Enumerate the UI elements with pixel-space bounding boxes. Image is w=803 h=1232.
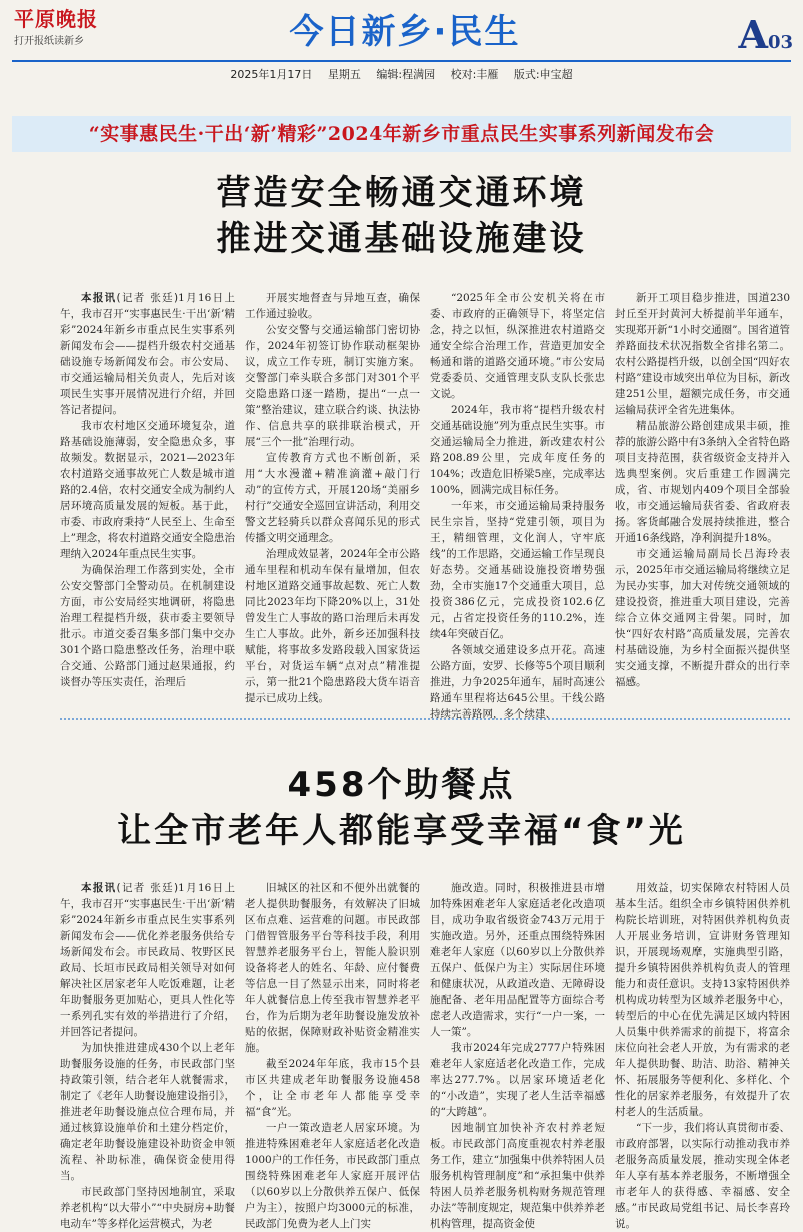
article2-headline-line1: 458个助餐点 — [287, 765, 516, 805]
paragraph — [245, 322, 420, 450]
paragraph-text: 因地制宜加快补齐农村养老短板。市民政部门高度重视农村养老服务工作，建立“加强集中供养特困人员服务机构管理制度”和“承担集中供养特困人员养老服务机构财务规范管理办法”等制度规定，规范集中供养养老机构管理，提高资金使 — [430, 1122, 605, 1230]
paragraph-text: 1月16日上午，我市召开“实事惠民生·干出‘新’精彩”2024年新乡市重点民生实事系列新闻发布会——优化养老服务供给专场新闻发布会。市民政局、牧野区民政局、长垣市民政局相关领导对如何解决社区居家老年人吃饭难题，让老年助餐服务更加贴心，更具人性化等一系列孔实有效的举措进行了介绍，并回答记者提问。 — [60, 882, 236, 1038]
paragraph — [615, 546, 790, 690]
paragraph-text: 治理成效显著，2024年全市公路通车里程和机动车保有量增加，但农村地区道路交通事故起数、死亡人数同比2023年均下降20%以上，31处曾发生亡人事故的路口治理后未再发生亡人事故。此外，新乡还加强科技赋能，将事故多发路段载入国家货运平台，对货运车辆“点对点”精准提示，第一批21个隐患路段大货车语音提示已成功上线。 — [245, 548, 420, 704]
article2-col4 — [615, 880, 790, 1230]
article2-col1 — [60, 880, 236, 1230]
paragraph-text: 精品旅游公路创建成果丰硕，推荐的旅游公路中有3条纳入全省特色路项目支持范围，获省级资金支持并入选典型案例。灾后重建工作圆满完成，省、市规划内409个项目全部验收，市交通运输局获省委、省政府表扬。客货邮融合发展持续推进，整合开通16条线路，净利润提升18%。 — [615, 420, 790, 544]
paragraph — [60, 418, 235, 562]
paragraph-text: 用效益，切实保障农村特困人员基本生活。组织全市乡镇特困供养机构院长培训班，对特困供养机构负责人开展业务培训，宣讲财务管理知识，开展现场观摩，实施典型引路，提升乡镇特困供养机构负责人的管理能力和责任意识。支持13家特困供养机构成功转型为区域养老服务中心，转型后的中心在优先满足区域内特困人员集中供养需求的前提下，将富余床位向社会老人开放，为有需求的老年人提供助餐、助洁、助浴、精神关怀、拓展服务等便利化、多样化、个性化的居家养老服务，有效提升了农村老人的生活质量。 — [615, 882, 790, 1118]
article2-body — [60, 880, 790, 1230]
paragraph-text: 公安交警与交通运输部门密切协作，2024年初签订协作联动框架协议，成立工作专班，制订实施方案。交警部门牵头联合多部门对301个平交隐患路口逐一踏勘，提出“一点一策”整治建议，建立联合约谈、执法协作、信息共享的联排联治模式，开展“三个一批”治理行动。 — [245, 324, 420, 448]
paragraph-text: 市民政部门坚持因地制宜，采取养老机构“以大带小”“中央厨房+助餐电动车”等多样化运营模式，为老 — [60, 1186, 235, 1230]
paragraph-text: 各领域交通建设多点开花。高速公路方面，安罗、长修等5个项目顺利推进，力争2025年通车，届时高速公路通车里程将达645公里。干线公路持续完善路网，多个续建、 — [430, 644, 605, 720]
editor-credit: 编辑:程满园 — [376, 68, 436, 81]
article2-headline-line2: 让全市老年人都能享受幸福“食”光 — [117, 811, 686, 851]
paragraph — [615, 1120, 790, 1232]
paragraph-text: 为加快推进建成430个以上老年助餐服务设施的任务，市民政部门坚持政策引领，结合老年人就餐需求，制定了《老年人助餐设施建设指引》，推进老年助餐设施点位合理布局，并通过核算设施单价和土建分档定价，确定老年助餐设施建设补助资金申领流程、补助标准，确保资金使用得当。 — [60, 1042, 235, 1182]
paragraph-text: 1月16日上午，我市召开“实事惠民生·干出‘新’精彩”2024年新乡市重点民生实事系列新闻发布会——提档升级农村交通基础设施专场新闻发布会。市公安局、市交通运输局相关负责人，先后对该项民生实事开展情况进行介绍，并回答记者提问。 — [60, 292, 236, 416]
paragraph-text: “下一步，我们将认真贯彻市委、市政府部署，以实际行动推动我市养老服务高质量发展，推动实现全体老年人享有基本养老服务，不断增强全市老年人的获得感、幸福感、安全感。”市民政局党组书记、局长李喜玲说。 — [615, 1122, 790, 1230]
paragraph — [430, 402, 605, 498]
paragraph — [60, 562, 235, 690]
paragraph — [60, 1184, 235, 1232]
paragraph — [430, 498, 605, 642]
logo-subtitle: 打开报纸读新乡 — [14, 36, 84, 47]
page-letter: A — [738, 12, 768, 57]
paragraph — [245, 880, 420, 1056]
paragraph-text: 宣传教育方式也不断创新，采用“大水漫灌+精准滴灌+敲门行动”的宣传方式，开展120场“美丽乡村行”交通安全巡回宣讲活动，利用交警文艺轻骑兵以群众喜闻乐见的形式传播文明交通理念。 — [245, 452, 420, 544]
paragraph-text: 一年来，市交通运输局秉持服务民生宗旨，坚持“党建引领，项目为王，精细管理，文化润人，守牢底线”的工作思路，交通运输工作呈现良好态势。交通基础设施投资增势强劲，全市实施17个交通重大项目，总投资386亿元，完成投资102.6亿元，占省定投资任务的110.2%，连续4年突破百亿。 — [430, 500, 605, 640]
article1-col3 — [430, 290, 605, 720]
paragraph — [430, 290, 605, 402]
article1-col1 — [60, 290, 235, 710]
paragraph — [245, 450, 420, 546]
layout-credit: 版式:申宝超 — [513, 68, 573, 81]
paragraph — [245, 546, 420, 706]
article1-headline-line2: 推进交通基础设施建设 — [216, 219, 587, 259]
paragraph-text: 新开工项目稳步推进，国道230封丘至开封黄河大桥提前半年通车，实现郑开新“1小时交通圈”。国省道管养路面技术状况指数全省排名第二。农村公路提档升级，以创全国“四好农村路”建设市域突出单位为目标，新改建251公里，超额完成任务，市交通运输局获评全省先进集体。 — [615, 292, 790, 416]
article1-headline-line1: 营造安全畅通交通环境 — [216, 173, 587, 213]
issue-date: 2025年1月17日 — [230, 68, 313, 81]
paragraph — [60, 290, 235, 418]
article2-headline — [0, 762, 803, 854]
byline: (记者 张廷) — [116, 292, 179, 304]
dateline-lead: 本报讯 — [81, 292, 117, 304]
paragraph — [245, 1120, 420, 1232]
paragraph-text: 市交通运输局副局长吕海玲表示，2025年市交通运输局将继续立足为民办实事，加大对传统交通领域的建设投资，推进重大项目建设，完善综合立体交通网主骨架。同时，加快“四好农村路”高质量发展，完善农村基础设施，为乡村全面振兴提供坚实交通支撑，不断提升群众的出行幸福感。 — [615, 548, 790, 688]
paragraph-text: 我市2024年完成2777户特殊困难老年人家庭适老化改造工作，完成率达277.7%。以居家环境适老化的“小改造”，实现了老人生活幸福感的“大跨越”。 — [430, 1042, 605, 1118]
paragraph-text: 我市农村地区交通环境复杂，道路基础设施薄弱，安全隐患众多，事故频发。数据显示，2021—2023年农村道路交通事故死亡人数是城市道路的2.4倍，农村交通安全成为制约人居环境高质量发展的短板。基于此，市委、市政府秉持“人民至上、生命至上”理念，将农村道路交通安全隐患治理纳入2024年重点民生实事。 — [60, 420, 235, 560]
masthead — [0, 0, 803, 92]
paragraph — [60, 880, 235, 1040]
page-digits: 03 — [767, 32, 793, 53]
paragraph-text: “2025年全市公安机关将在市委、市政府的正确领导下，将坚定信念，持之以恒，纵深推进农村道路交通安全综合治理工作，营造更加安全畅通和谐的道路交通环境。”市公安局党委委员、交通管理支队支队长张忠文说。 — [430, 292, 605, 400]
paragraph — [245, 290, 420, 322]
section-title: 今日新乡·民生 — [289, 12, 521, 52]
paragraph — [615, 880, 790, 1120]
paragraph — [245, 1056, 420, 1120]
paragraph — [615, 418, 790, 546]
page-number — [738, 12, 793, 57]
issue-weekday: 星期五 — [327, 68, 361, 81]
paragraph — [60, 1040, 235, 1184]
paragraph-text: 施改造。同时，积极推进县市增加特殊困难老年人家庭适老化改造项目，成功争取省级资金743万元用于实施改造。另外，还重点围绕特殊困难老年人家庭（以60岁以上分散供养五保户、低保户为主）实际居住环境和健康状况，从政道改造、无障碍设施配备、老年用品配置等方面综合考虑老人改造需求，实行“一户一案，一人一策”。 — [430, 882, 605, 1038]
article1-col2 — [245, 290, 420, 710]
byline: (记者 张廷) — [116, 882, 179, 894]
paragraph-text: 为确保治理工作落到实处，全市公安交警部门全警动员。在机制建设方面，市公安局经实地调研，将隐患治理工程提档升级，获市委主要领导批示。市道交委召集多部门集中交办301个路口隐患整改任务，治理中联合交通、公路部门通过赵果通报，约谈督办等压实责任，治理后 — [60, 564, 235, 688]
paragraph — [430, 1120, 605, 1232]
article1-body — [60, 290, 790, 720]
series-banner: “实事惠民生·干出‘新’精彩”2024年新乡市重点民生实事系列新闻发布会 — [12, 116, 791, 152]
article-divider — [60, 718, 790, 720]
dateline-lead: 本报讯 — [81, 882, 117, 894]
paragraph-text: 一户一策改造老人居家环境。为推进特殊困难老年人家庭适老化改造1000户的工作任务，市民政部门重点围绕特殊困难老年人家庭开展评估（以60岁以上分散供养五保户、低保户为主），按照户均3000元的标准，民政部门免费为老人上门实 — [245, 1122, 420, 1230]
article1-headline — [0, 170, 803, 262]
paragraph — [430, 642, 605, 722]
paragraph-text: 旧城区的社区和不便外出就餐的老人提供助餐服务，有效解决了旧城区布点难、运营难的问题。市民政部门借智管服务平台等科技手段，利用智慧养老服务平台上，智能人脸识别设备将老人的姓名、年龄、应付餐费等信息一目了然显示出来，同时将老年人就餐信息上传至我市智慧养老平台，作为后期为老年助餐设施发放补贴的依据，保障财政补贴资金精准实施。 — [245, 882, 420, 1054]
paragraph-text: 2024年，我市将“提档升级农村交通基础设施”列为重点民生实事。市交通运输局全力推进，新改建农村公路208.89公里，完成年度任务的104%；改造危旧桥梁5座，完成率达100%，圆满完成目标任务。 — [430, 404, 605, 496]
paragraph — [430, 880, 605, 1040]
article1-col4 — [615, 290, 790, 710]
issue-meta — [0, 66, 803, 82]
paragraph-text: 截至2024年年底，我市15个县市区共建成老年助餐服务设施458个，让全市老年人都能享受幸福“食”光。 — [245, 1058, 420, 1118]
masthead-rule — [12, 60, 791, 62]
paragraph-text: 开展实地督查与异地互查，确保工作通过验收。 — [245, 292, 420, 320]
newspaper-logo — [14, 8, 134, 47]
article2-col2 — [245, 880, 420, 1230]
article2-col3 — [430, 880, 605, 1230]
paragraph — [430, 1040, 605, 1120]
proofreader-credit: 校对:丰雁 — [450, 68, 499, 81]
logo-text: 平原晚报 — [14, 7, 98, 31]
paragraph — [615, 290, 790, 418]
